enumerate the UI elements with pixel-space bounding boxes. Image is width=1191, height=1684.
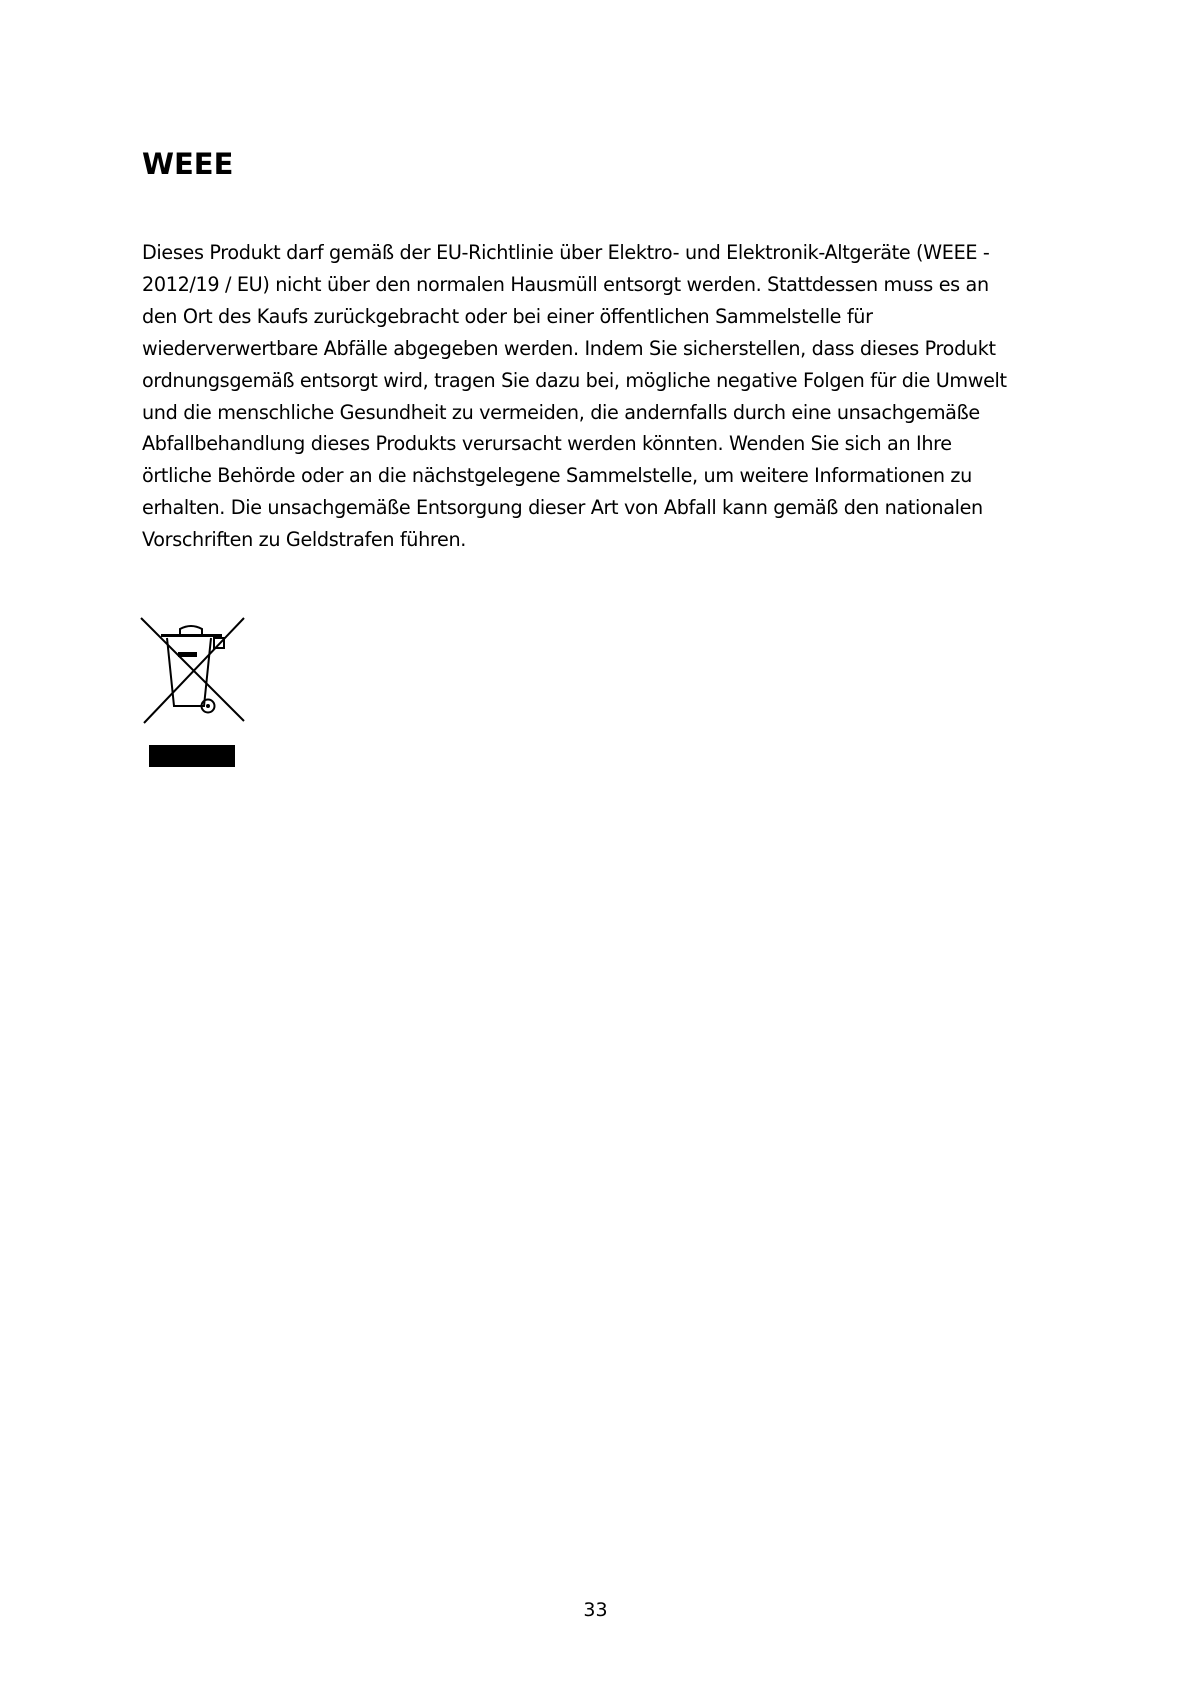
paragraph-line: Dieses Produkt darf gemäß der EU-Richtlinie über Elektro- und Elektronik-Altgeräte (WEEE -	[142, 241, 990, 264]
crossed-out-wheelie-bin-icon	[140, 617, 248, 771]
paragraph-line: Abfallbehandlung dieses Produkts verursacht werden könnten. Wenden Sie sich an Ihre	[142, 432, 952, 456]
paragraph-line: den Ort des Kaufs zurückgebracht oder bei einer öffentlichen Sammelstelle für	[142, 304, 873, 328]
paragraph-line: ordnungsgemäß entsorgt wird, tragen Sie dazu bei, mögliche negative Folgen für die Umwelt	[142, 368, 1007, 392]
paragraph-line: Vorschriften zu Geldstrafen führen.	[142, 528, 467, 552]
paragraph-line: erhalten. Die unsachgemäße Entsorgung dieser Art von Abfall kann gemäß den nationalen	[142, 496, 983, 520]
page-number: 33	[583, 1599, 608, 1621]
paragraph-line: 2012/19 / EU) nicht über den normalen Hausmüll entsorgt werden. Stattdessen muss es an	[142, 272, 989, 296]
weee-paragraph	[142, 237, 1072, 556]
paragraph-line: und die menschliche Gesundheit zu vermeiden, die andernfalls durch eine unsachgemäße	[142, 400, 980, 424]
paragraph-line: örtliche Behörde oder an die nächstgelegene Sammelstelle, um weitere Informationen zu	[142, 464, 972, 488]
paragraph-line: wiederverwertbare Abfälle abgegeben werden. Indem Sie sicherstellen, dass dieses Produkt	[142, 336, 996, 360]
page-title: WEEE	[142, 147, 234, 181]
